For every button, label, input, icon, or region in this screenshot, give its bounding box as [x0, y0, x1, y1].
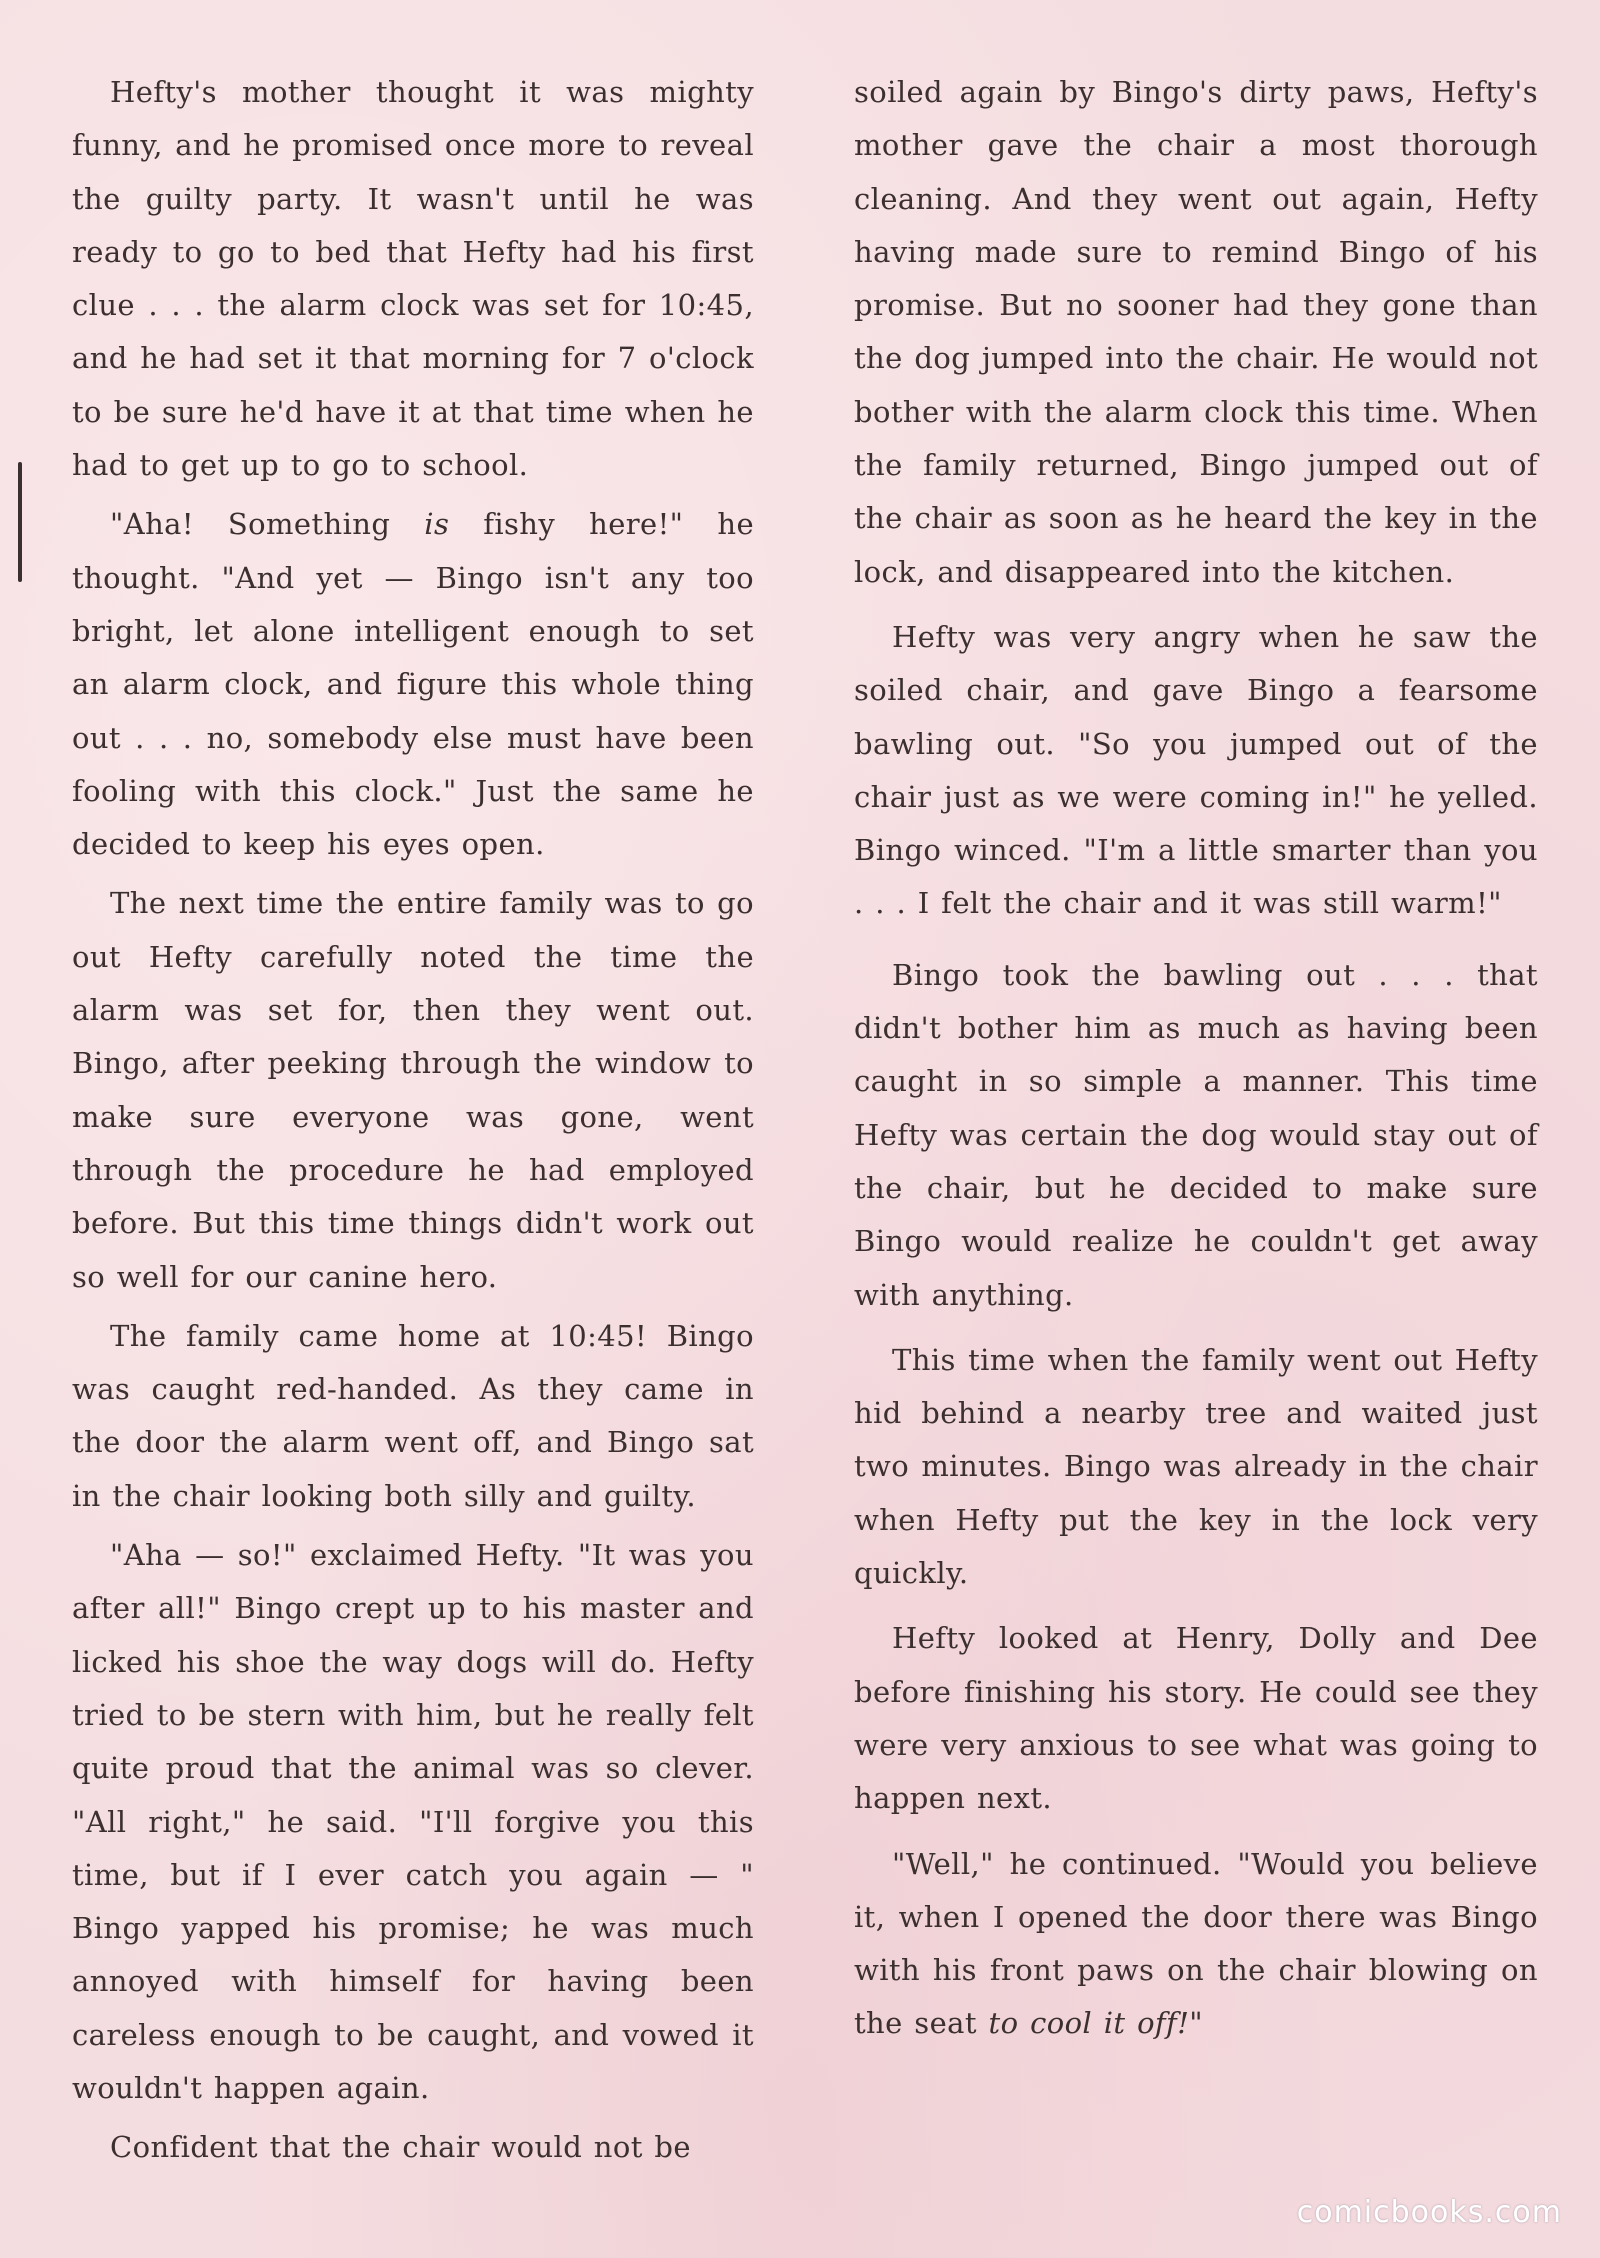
right-paragraph-1: soiled again by Bingo's dirty paws, Hefty's mother gave the chair a most thorough cleaning. And they went out again, Hefty having made sure to remind Bingo of his promise. But no sooner had they gone than the dog jumped into the chair. He would not bother with the alarm clock this time. When the family returned, Bingo jumped out of the chair as soon as he heard the key in the lock, and disappeared into the kitchen. — [854, 75, 1538, 589]
right-paragraph-2: Hefty was very angry when he saw the soiled chair, and gave Bingo a fearsome bawling out. "So you jumped out of the chair just as we were coming in!" he yelled. Bingo winced. "I'm a little smarter than you . . . I felt the chair and it was still warm!" — [854, 619, 1538, 921]
binding-mark — [18, 462, 22, 582]
right-paragraph-6-start: "Well," he continued. "Would you believe it, when I opened the door there was Bingo with his front paws on the chair blowing on the seat — [854, 1846, 1538, 2041]
watermark: comicbooks.com — [1296, 2195, 1562, 2230]
left-paragraph-2 — [72, 498, 754, 871]
left-paragraph-6: Confident that the chair would not be — [110, 2130, 691, 2165]
left-paragraph-4: The family came home at 10:45! Bingo was caught red-handed. As they came in the door the alarm went off, and Bingo sat in the chair looking both silly and guilty. — [72, 1318, 754, 1513]
left-paragraph-3: The next time the entire family was to go out Hefty carefully noted the time the alarm was set for, then they went out. Bingo, after peeking through the window to make sure everyone was gone, went through the procedure he had employed before. But this time things didn't work out so well for our canine hero. — [72, 886, 754, 1294]
right-paragraph-4: This time when the family went out Hefty hid behind a nearby tree and waited just two minutes. Bingo was already in the chair when Hefty put the key in the lock very quickly. — [854, 1342, 1538, 1591]
left-paragraph-2-emphasis: is — [424, 507, 450, 542]
left-paragraph-5: "Aha — so!" exclaimed Hefty. "It was you after all!" Bingo crept up to his master and licked his shoe the way dogs will do. Hefty tried to be stern with him, but he really felt quite proud that the animal was so clever. "All right," he said. "I'll forgive you this time, but if I ever catch you again — " Bingo yapped his promise; he was much annoyed with himself for having been careless enough to be caught, and vowed it wouldn't happen again. — [72, 1538, 754, 2105]
left-text-column — [72, 66, 754, 2181]
right-paragraph-3: Bingo took the bawling out . . . that didn't bother him as much as having been caught in so simple a manner. This time Hefty was certain the dog would stay out of the chair, but he decided to make sure Bingo would realize he couldn't get away with anything. — [854, 957, 1538, 1312]
right-text-column — [854, 66, 1538, 2057]
right-paragraph-5: Hefty looked at Henry, Dolly and Dee before finishing his story. He could see they were very anxious to see what was going to happen next. — [854, 1621, 1538, 1816]
left-paragraph-2-end: fishy here!" he thought. "And yet — Bingo isn't any too bright, let alone intelligent enough to set an alarm clock, and figure this whole thing out . . . no, somebody else must have been fooling with this clock." Just the same he decided to keep his eyes open. — [72, 507, 755, 862]
right-paragraph-6-end: " — [1189, 2006, 1203, 2041]
right-paragraph-6-emphasis: to cool it off! — [988, 2006, 1190, 2041]
left-paragraph-1: Hefty's mother thought it was mighty funny, and he promised once more to reveal the guilty party. It wasn't until he was ready to go to bed that Hefty had his first clue . . . the alarm clock was set for 10:45, and he had set it that morning for 7 o'clock to be sure he'd have it at that time when he had to get up to go to school. — [72, 75, 754, 483]
right-paragraph-6 — [854, 1838, 1538, 2051]
left-paragraph-2-start: "Aha! Something — [110, 507, 425, 542]
